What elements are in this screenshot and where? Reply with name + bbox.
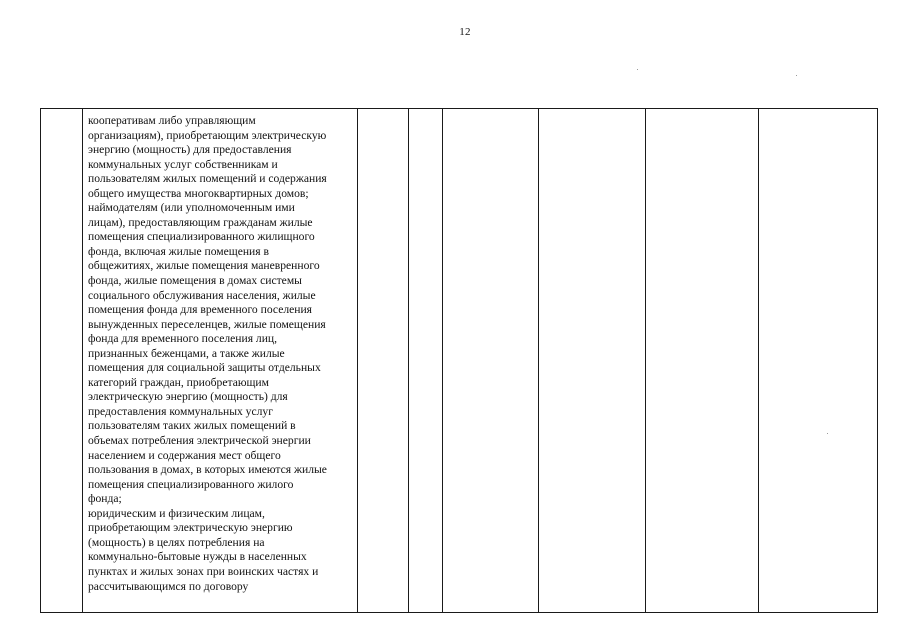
description-line: наймодателям (или уполномоченным ими: [88, 201, 295, 215]
description-line: лицам), предоставляющим гражданам жилые: [88, 215, 313, 229]
description-line: фонда, включая жилые помещения в: [88, 244, 269, 258]
description-line: организациям), приобретающим электрическую: [88, 128, 327, 142]
empty-cell: [759, 109, 878, 613]
description-line: общего имущества многоквартирных домов;: [88, 186, 309, 200]
description-line: энергию (мощность) для предоставления: [88, 143, 292, 157]
description-line: коммунальных услуг собственникам и: [88, 157, 278, 171]
description-line: вынужденных переселенцев, жилые помещения: [88, 317, 326, 331]
description-line: пользования в домах, в которых имеются жилые: [88, 463, 327, 477]
scan-speck: [827, 433, 828, 434]
description-line: (мощность) в целях потребления на: [88, 535, 265, 549]
scan-speck: [796, 75, 797, 76]
description-line: помещения специализированного жилого: [88, 477, 294, 491]
description-line: помещения специализированного жилищного: [88, 230, 315, 244]
page-number: 12: [459, 26, 471, 38]
description-line: населением и содержания мест общего: [88, 448, 281, 462]
description-line: общежитиях, жилые помещения маневренного: [88, 259, 320, 273]
empty-cell: [646, 109, 759, 613]
description-text: [83, 109, 357, 594]
description-line: фонда, жилые помещения в домах системы: [88, 274, 302, 288]
description-cell: [83, 109, 358, 613]
description-line: социального обслуживания населения, жилые: [88, 288, 316, 302]
description-line: фонда;: [88, 492, 122, 506]
empty-cell: [443, 109, 539, 613]
description-line: рассчитывающимся по договору: [88, 579, 249, 593]
description-line: фонда для временного поселения лиц,: [88, 332, 278, 346]
description-line: категорий граждан, приобретающим: [88, 375, 269, 389]
description-line: пользователям жилых помещений и содержания: [88, 172, 327, 186]
description-line: электрическую энергию (мощность) для: [88, 390, 288, 404]
empty-cell: [539, 109, 646, 613]
empty-cell: [358, 109, 409, 613]
description-line: признанных беженцами, а также жилые: [88, 346, 285, 360]
scan-speck: [637, 69, 638, 70]
description-line: помещения для социальной защиты отдельных: [88, 361, 321, 375]
description-line: юридическим и физическим лицам,: [88, 506, 265, 520]
tariff-table: [40, 108, 878, 613]
description-line: коммунально-бытовые нужды в населенных: [88, 550, 307, 564]
description-line: предоставления коммунальных услуг: [88, 404, 273, 418]
description-line: помещения фонда для временного поселения: [88, 303, 313, 317]
description-line: объемах потребления электрической энергии: [88, 434, 311, 448]
empty-cell: [409, 109, 443, 613]
description-line: приобретающим электрическую энергию: [88, 521, 293, 535]
description-line: пунктах и жилых зонах при воинских частях и: [88, 564, 319, 578]
description-line: кооперативам либо управляющим: [88, 114, 256, 127]
table-row: [41, 109, 878, 613]
row-number-cell: [41, 109, 83, 613]
description-line: пользователям таких жилых помещений в: [88, 419, 296, 433]
